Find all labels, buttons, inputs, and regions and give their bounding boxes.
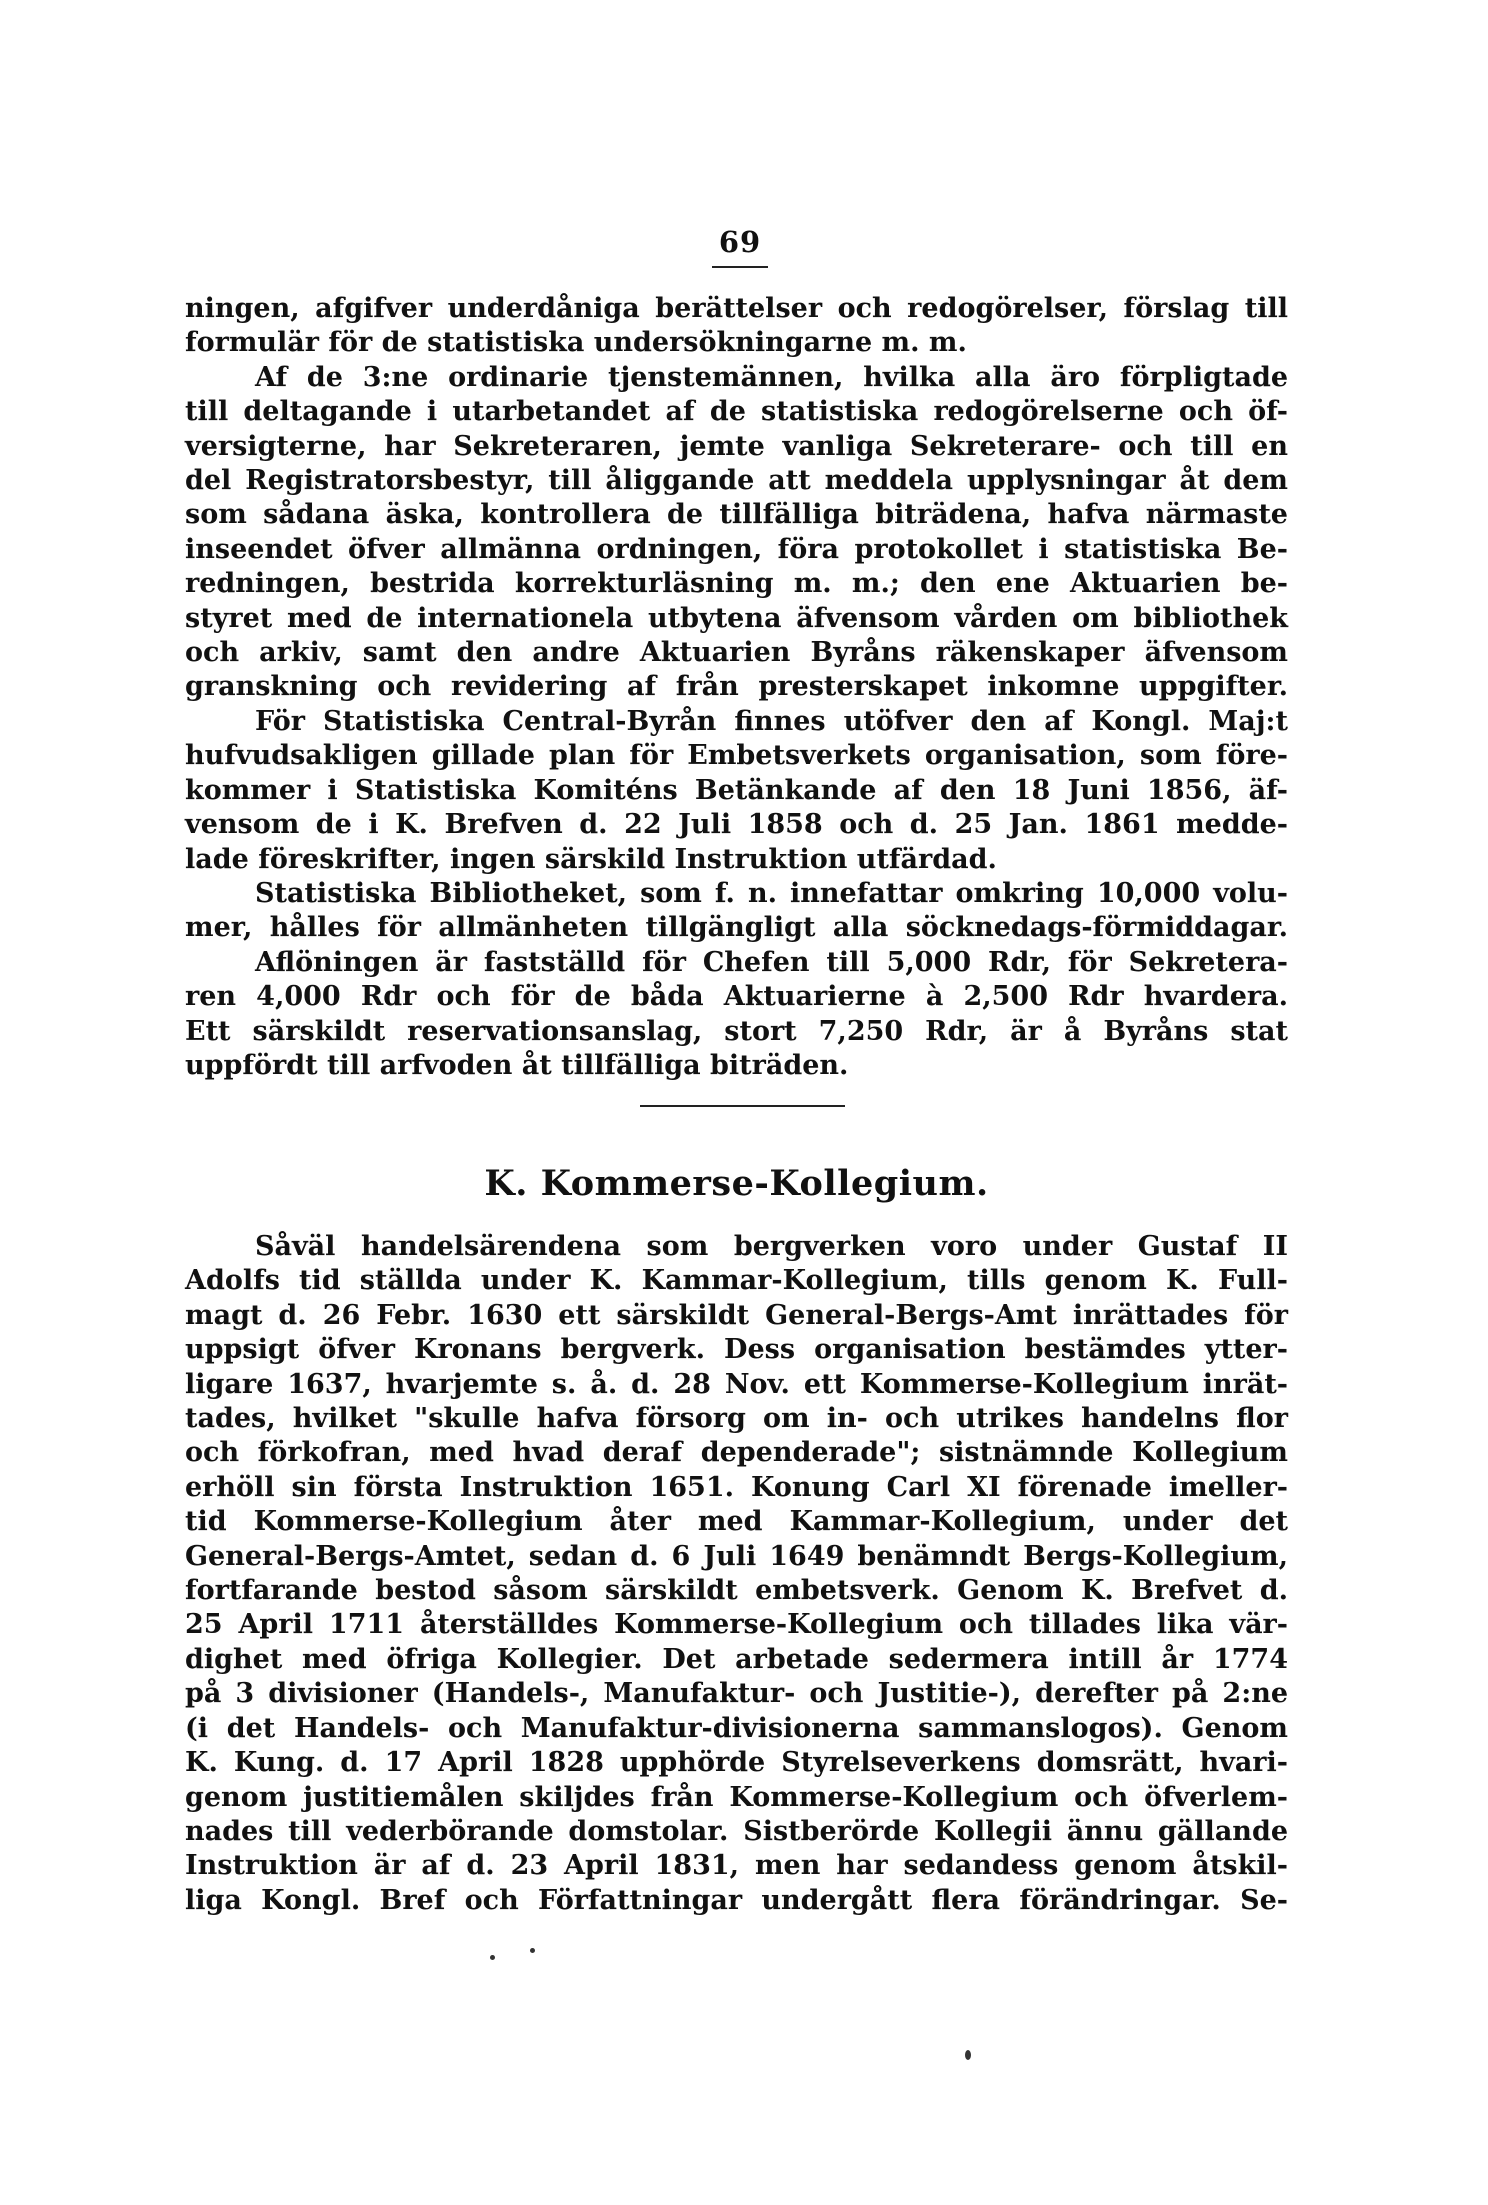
text-line: på 3 divisioner (Handels-, Manufaktur- och Justitie-), derefter på 2:ne bbox=[185, 1678, 1288, 1710]
page-number: 69 bbox=[718, 225, 762, 259]
text-line: nades till vederbörande domstolar. Sistberörde Kollegii ännu gällande bbox=[185, 1815, 1288, 1847]
text-line: Ett särskildt reservationsanslag, stort 7,250 Rdr, är å Byråns stat bbox=[185, 1015, 1288, 1047]
page-number-underline bbox=[712, 266, 768, 268]
text-line: hufvudsakligen gillade plan för Embetsverkets organisation, som före- bbox=[185, 740, 1288, 772]
text-line: redningen, bestrida korrekturläsning m. m.; den ene Aktuarien be- bbox=[185, 568, 1288, 600]
text-line: Såväl handelsärendena som bergverken voro under Gustaf II bbox=[255, 1231, 1288, 1262]
text-line: Adolfs tid ställda under K. Kammar-Kollegium, tills genom K. Full- bbox=[185, 1265, 1288, 1297]
text-line: uppfördt till arfvoden åt tillfälliga biträden. bbox=[185, 1049, 849, 1081]
print-speck bbox=[965, 2050, 971, 2060]
text-line: tades, hvilket "skulle hafva försorg om in- och utrikes handelns flor bbox=[185, 1403, 1288, 1435]
print-speck bbox=[490, 1955, 495, 1960]
text-line: General-Bergs-Amtet, sedan d. 6 Juli 1649 benämndt Bergs-Kollegium, bbox=[185, 1540, 1288, 1572]
text-line: del Registratorsbestyr, till åliggande att meddela upplysningar åt dem bbox=[185, 465, 1288, 497]
text-line: Aflöningen är fastställd för Chefen till 5,000 Rdr, för Sekretera- bbox=[255, 946, 1288, 978]
text-line: genom justitiemålen skiljdes från Kommerse-Kollegium och öfverlem- bbox=[185, 1781, 1288, 1813]
section-divider bbox=[640, 1105, 845, 1107]
print-speck bbox=[530, 1948, 535, 1953]
text-line: erhöll sin första Instruktion 1651. Konung Carl XI förenade imeller- bbox=[185, 1471, 1288, 1503]
text-line: ligare 1637, hvarjemte s. å. d. 28 Nov. ett Kommerse-Kollegium inrät- bbox=[185, 1368, 1288, 1400]
text-line: formulär för de statistiska undersökningarne m. m. bbox=[185, 327, 967, 359]
text-line: För Statistiska Central-Byrån finnes utöfver den af Kongl. Maj:t bbox=[255, 705, 1288, 737]
text-line: ren 4,000 Rdr och för de båda Aktuarierne à 2,500 Rdr hvardera. bbox=[185, 981, 1288, 1013]
text-line: versigterne, har Sekreteraren, jemte vanliga Sekreterare- och till en bbox=[185, 430, 1288, 462]
bottom-text-block bbox=[185, 1230, 1288, 1918]
text-line: till deltagande i utarbetandet af de statistiska redogörelserne och öf- bbox=[185, 396, 1288, 428]
text-line: och förkofran, med hvad deraf dependerade"; sistnämnde Kollegium bbox=[185, 1437, 1288, 1469]
text-line: lade föreskrifter, ingen särskild Instruktion utfärdad. bbox=[185, 843, 997, 875]
text-line: 25 April 1711 återställdes Kommerse-Kollegium och tillades lika vär- bbox=[185, 1609, 1288, 1641]
text-line: K. Kung. d. 17 April 1828 upphörde Styrelseverkens domsrätt, hvari- bbox=[185, 1747, 1288, 1779]
text-line: (i det Handels- och Manufaktur-divisionerna sammanslogos). Genom bbox=[185, 1712, 1288, 1744]
text-line: liga Kongl. Bref och Författningar undergått flera förändringar. Se- bbox=[185, 1884, 1288, 1916]
text-line: uppsigt öfver Kronans bergverk. Dess organisation bestämdes ytter- bbox=[185, 1334, 1288, 1366]
section-heading: K. Kommerse-Kollegium. bbox=[484, 1163, 989, 1204]
text-line: inseendet öfver allmänna ordningen, föra protokollet i statistiska Be- bbox=[185, 533, 1288, 565]
text-line: magt d. 26 Febr. 1630 ett särskildt General-Bergs-Amt inrättades för bbox=[185, 1299, 1288, 1331]
text-line: vensom de i K. Brefven d. 22 Juli 1858 och d. 25 Jan. 1861 medde- bbox=[185, 809, 1288, 841]
text-line: som sådana äska, kontrollera de tillfälliga biträdena, hafva närmaste bbox=[185, 499, 1288, 531]
text-line: mer, hålles för allmänheten tillgängligt alla söcknedags-förmiddagar. bbox=[185, 912, 1288, 944]
text-line: fortfarande bestod såsom särskildt embetsverk. Genom K. Brefvet d. bbox=[185, 1575, 1288, 1607]
text-line: och arkiv, samt den andre Aktuarien Byråns räkenskaper äfvensom bbox=[185, 637, 1288, 669]
text-line: Statistiska Bibliotheket, som f. n. innefattar omkring 10,000 volu- bbox=[255, 877, 1288, 909]
text-line: granskning och revidering af från presterskapet inkomne uppgifter. bbox=[185, 671, 1288, 703]
text-line: kommer i Statistiska Komiténs Betänkande af den 18 Juni 1856, äf- bbox=[185, 774, 1288, 806]
text-line: Af de 3:ne ordinarie tjenstemännen, hvilka alla äro förpligtade bbox=[255, 361, 1288, 393]
text-line: dighet med öfriga Kollegier. Det arbetade sedermera intill år 1774 bbox=[185, 1643, 1288, 1675]
text-line: Instruktion är af d. 23 April 1831, men har sedandess genom åtskil- bbox=[185, 1850, 1288, 1882]
text-line: styret med de internationela utbytena äfvensom vården om bibliothek bbox=[185, 602, 1288, 634]
text-line: tid Kommerse-Kollegium åter med Kammar-Kollegium, under det bbox=[185, 1506, 1288, 1538]
top-text-block bbox=[185, 292, 1288, 1083]
text-line: ningen, afgifver underdåniga berättelser och redogörelser, förslag till bbox=[185, 293, 1288, 324]
